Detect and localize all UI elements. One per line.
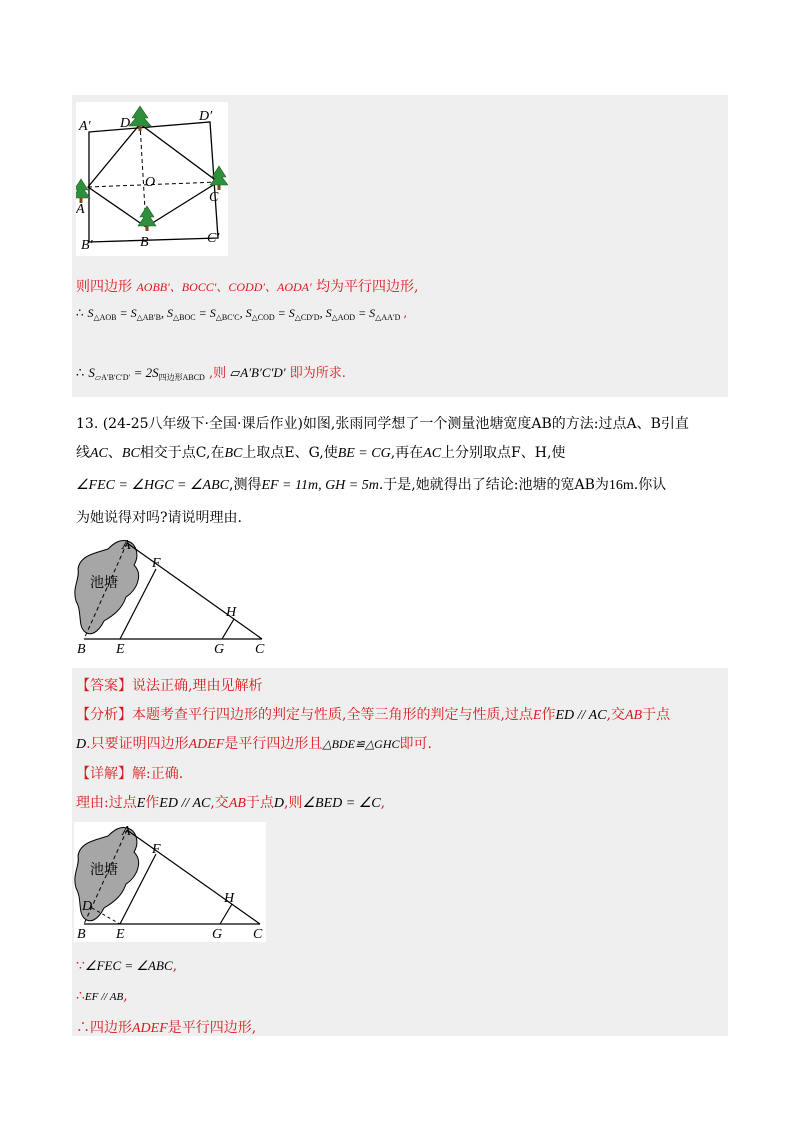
tree-icon-A	[76, 179, 90, 203]
label-C: C	[253, 927, 263, 942]
pond-label: 池塘	[90, 575, 118, 591]
label-F: F	[152, 842, 161, 857]
text-suffix: 均为平行四边形,	[316, 279, 419, 295]
text-ze: ,则	[208, 366, 227, 381]
text-prefix: 则四边形	[76, 279, 132, 295]
label-A-prime: A′	[79, 119, 91, 134]
text-end: 即为所求.	[289, 366, 346, 381]
detail-line: 【详解】解:正确.	[76, 766, 184, 782]
area-relation: $S_{▱A'B'C'D'} = 2S_{四边形ABCD}$	[88, 365, 205, 382]
area-equalities: $S_{\triangle AOB} = S_{\triangle AB'B}$, $S_{\triangle BOC} = S_{\triangle BC'C}$, $S_{\triangle COD} = S_{\triangle CD'D}$, $S_{\triangle AOD} = S_{\triangle AA'D}$	[87, 306, 401, 322]
therefore-symbol: ∴	[76, 366, 85, 381]
reason-line: 理由:过点E作ED // AC,交AB于点D,则∠BED = ∠C,	[76, 795, 386, 811]
shapes-list: AOBB′、BOCC′、CODD′、AODA′	[136, 280, 312, 294]
parallelogram-diagram	[76, 102, 228, 256]
figure-pond-1	[74, 535, 270, 659]
label-H: H	[224, 891, 235, 906]
label-A: A	[122, 824, 131, 839]
step-3: ∴四边形ADEF是平行四边形,	[76, 1020, 257, 1036]
figure-pond-2	[74, 822, 266, 942]
pond-triangle-diagram-with-D	[74, 822, 266, 942]
label-B: B	[140, 235, 149, 250]
label-E: E	[116, 642, 125, 657]
problem-13-line4: 为她说得对吗?请说明理由.	[76, 510, 242, 526]
label-D: D	[82, 899, 93, 914]
label-E: E	[116, 927, 125, 942]
answer-tag: 【答案】	[76, 678, 132, 694]
answer-line	[76, 675, 262, 695]
label-C-prime: C′	[207, 231, 220, 246]
therefore-symbol: ∴	[76, 306, 84, 320]
step-1: ∵∠FEC = ∠ABC,	[76, 958, 178, 974]
sol-line-conclusion	[76, 362, 346, 383]
pond-triangle-diagram	[74, 535, 270, 659]
tree-icon-B	[138, 206, 156, 231]
label-G: G	[212, 927, 223, 942]
parallelogram-symbol: ▱	[230, 366, 241, 381]
analysis-line1: 【分析】本题考查平行四边形的判定与性质,全等三角形的判定与性质,过点E作ED // AC,交AB于点	[76, 707, 671, 723]
label-H: H	[226, 605, 237, 620]
step-2: ∴EF // AB,	[76, 988, 128, 1004]
label-B-prime: B′	[81, 238, 93, 253]
label-D: D	[120, 116, 131, 131]
sol-line-parallelograms	[76, 276, 419, 296]
label-C: C	[209, 190, 219, 205]
label-A: A	[122, 538, 131, 553]
sol-line-area-equalities	[76, 306, 407, 322]
figure-parallelogram-trees	[76, 102, 228, 256]
shape-name: A′B′C′D′	[240, 365, 286, 380]
answer-text: 说法正确,理由见解析	[132, 678, 263, 694]
label-B: B	[77, 927, 86, 942]
analysis-line2: D.只要证明四边形ADEF是平行四边形且△BDE≌△GHC即可.	[76, 736, 432, 752]
problem-13-line3: ∠FEC = ∠HGC = ∠ABC,测得EF = 11m, GH = 5m.于是,她就得出了结论:池塘的宽AB为16m.你认	[76, 477, 667, 493]
problem-number: 13.	[76, 416, 99, 432]
label-F: F	[152, 556, 161, 571]
comma: ,	[403, 306, 408, 320]
problem-text: (24-25八年级下·全国·课后作业)如图,张雨同学想了一个测量池塘宽度AB的方法:过点A、B引直	[102, 416, 689, 432]
label-G: G	[214, 642, 225, 657]
label-C: C	[255, 642, 265, 657]
problem-13-line1	[76, 413, 689, 433]
label-B: B	[77, 642, 86, 657]
pond-label: 池塘	[90, 862, 118, 878]
problem-13-line2: 线AC、BC相交于点C,在BC上取点E、G,使BE = CG,再在AC上分别取点F、H,使	[76, 445, 566, 461]
label-O: O	[145, 175, 156, 190]
label-D-prime: D′	[199, 109, 213, 124]
label-A: A	[76, 202, 85, 217]
